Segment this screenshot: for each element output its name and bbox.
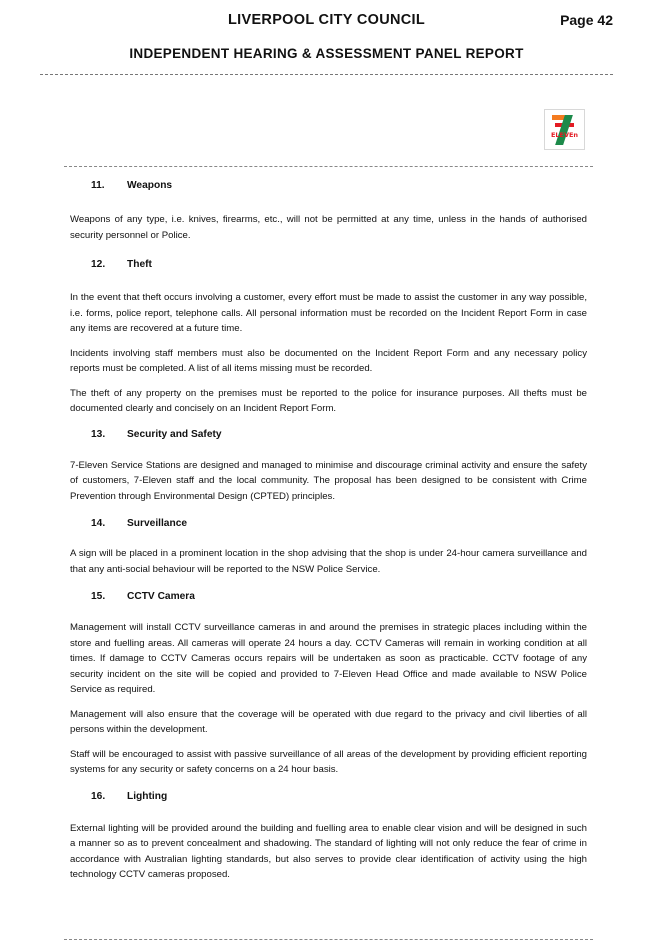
section-number: 13.	[91, 428, 106, 440]
section-title: Security and Safety	[127, 428, 222, 440]
section-heading	[70, 789, 587, 804]
section-heading	[70, 257, 587, 272]
section-heading	[70, 178, 587, 193]
report-title: INDEPENDENT HEARING & ASSESSMENT PANEL REPORT	[129, 46, 524, 61]
section-heading	[70, 427, 587, 442]
paragraph: In the event that theft occurs involving a customer, every effort must be made to assist the customer in any way possible, i.e. forms, police report, telephone calls. All personal information must be recorded on the Incident Report Form in case any items are recovered at a future time.	[70, 292, 587, 334]
council-name: LIVERPOOL CITY COUNCIL	[228, 12, 425, 28]
paragraph: The theft of any property on the premises must be reported to the police for insurance purposes. All thefts must be documented clearly and concisely on an Incident Report Form.	[70, 387, 587, 414]
paragraph: Management will install CCTV surveillance cameras in and around the premises in strategic places including within the store and fuelling areas. All cameras will operate 24 hours a day. CCTV Cameras will remain in working condition at all times. If damage to CCTV Cameras occurs repairs will be undertaken as soon as practicable. CCTV footage of any security incident on the site will be copied and provided to 7-Eleven Head Office and made available to NSW Police Service as required.	[70, 622, 587, 695]
paragraph: 7-Eleven Service Stations are designed and managed to minimise and discourage criminal activity and ensure the safety of customers, 7-Eleven staff and the local community. The proposal has been designed to be consistent with Crime Prevention through Environmental Design (CPTED) principles.	[70, 459, 587, 502]
paragraph: Staff will be encouraged to assist with passive surveillance of all areas of the development by providing efficient reporting systems for any security or safety concerns on a 24 hour basis.	[70, 748, 587, 775]
logo-text: ELEVEn	[550, 131, 579, 139]
section-number: 14.	[91, 518, 106, 529]
paragraph: Weapons of any type, i.e. knives, firearms, etc., will not be permitted at any time, unless in the hands of authorised security personnel or Police.	[70, 214, 587, 241]
page-header	[0, 0, 653, 78]
paragraph: External lighting will be provided around the building and fuelling area to enable clear vision and will be designed in such a manner so as to prevent concealment and shadowing. The standard of lighting will not only reduce the fear of crime in accordance with Australian lighting standards, but also serves to provide clear identification of activity using the high technology CCTV cameras proposed.	[70, 822, 587, 880]
section-title: Surveillance	[127, 518, 188, 529]
section-heading	[70, 516, 587, 531]
header-divider	[40, 74, 613, 75]
section-title: CCTV Camera	[127, 591, 195, 602]
section-number: 12.	[91, 259, 106, 270]
footer-divider	[64, 939, 593, 940]
seven-eleven-logo	[544, 109, 585, 150]
paragraph: A sign will be placed in a prominent location in the shop advising that the shop is under 24-hour camera surveillance and that any anti-social behaviour will be reported to the NSW Police Service.	[70, 548, 587, 575]
paragraph: Incidents involving staff members must also be documented on the Incident Report Form and any necessary policy reports must be completed. A list of all items missing must be recorded.	[70, 347, 587, 374]
section-number: 11.	[91, 180, 105, 191]
section-number: 16.	[91, 790, 106, 802]
section-title: Lighting	[127, 790, 168, 802]
section-number: 15.	[91, 591, 106, 602]
section-heading	[70, 589, 587, 604]
page-number: Page 42	[560, 12, 613, 28]
document-body	[70, 178, 587, 883]
paragraph: Management will also ensure that the coverage will be operated with due regard to the privacy and civil liberties of all persons within the development.	[70, 708, 587, 735]
section-title: Weapons	[127, 180, 173, 191]
logo-divider	[64, 166, 593, 167]
section-title: Theft	[127, 259, 152, 270]
